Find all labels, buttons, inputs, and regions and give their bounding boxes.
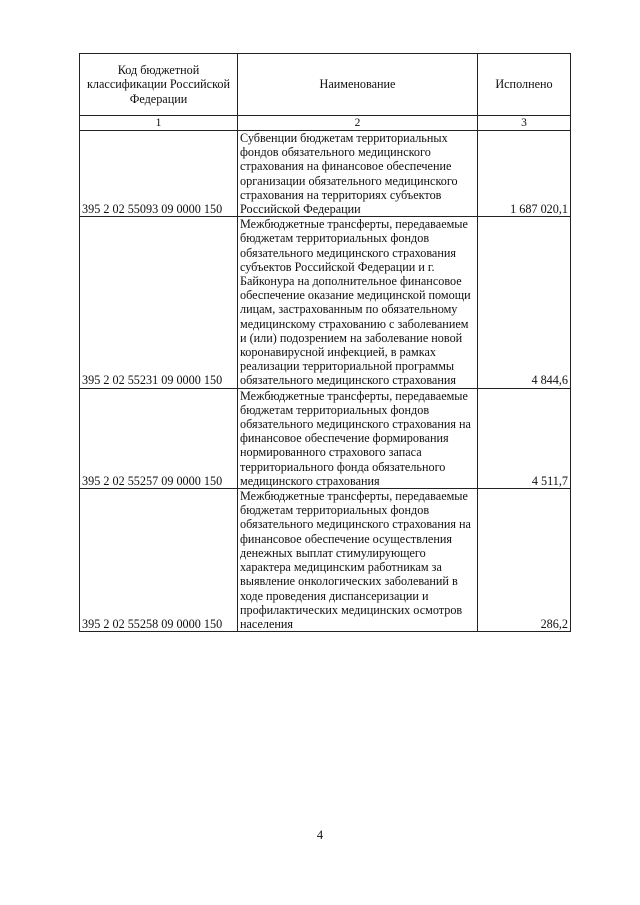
name-cell: Межбюджетные трансферты, передаваемые бюджетам территориальных фондов обязательного медицинского страхования субъектов Российской Федерации и г. Байконура на дополнительное финансовое обеспечение оказание медицинской помощи лицам, застрахованным по обязательному медицинскому страхованию с заболеванием и (или) подозрением на заболевание новой коронавирусной инфекцией, в рамках реализации территориальной программы обязательного медицинского страхования [238,217,478,388]
name-cell: Межбюджетные трансферты, передаваемые бюджетам территориальных фондов обязательного медицинского страхования на финансовое обеспечение формирования нормированного страхового запаса территориального фонда обязательного медицинского страхования [238,388,478,488]
column-number-1: 1 [80,116,238,131]
table-row [80,388,571,488]
amount-cell: 286,2 [478,489,571,632]
name-cell: Субвенции бюджетам территориальных фондов обязательного медицинского страхования на финансовое обеспечение организации обязательного медицинского страхования на территориях субъектов Российской Федерации [238,131,478,217]
header-name: Наименование [238,54,478,116]
column-number-3: 3 [478,116,571,131]
header-executed: Исполнено [478,54,571,116]
budget-code-cell: 395 2 02 55231 09 0000 150 [80,217,238,388]
budget-code-cell: 395 2 02 55258 09 0000 150 [80,489,238,632]
budget-code-cell: 395 2 02 55093 09 0000 150 [80,131,238,217]
amount-cell: 4 844,6 [478,217,571,388]
table-row [80,217,571,388]
budget-execution-table [79,53,571,632]
amount-cell: 4 511,7 [478,388,571,488]
amount-cell: 1 687 020,1 [478,131,571,217]
column-number-row [80,116,571,131]
header-budget-code: Код бюджетной классификации Российской Федерации [80,54,238,116]
column-number-2: 2 [238,116,478,131]
name-cell: Межбюджетные трансферты, передаваемые бюджетам территориальных фондов обязательного медицинского страхования на финансовое обеспечение осуществления денежных выплат стимулирующего характера медицинским работникам за выявление онкологических заболеваний в ходе проведения диспансеризации и профилактических медицинских осмотров населения [238,489,478,632]
budget-code-cell: 395 2 02 55257 09 0000 150 [80,388,238,488]
table-header-row [80,54,571,116]
page-number: 4 [316,828,324,842]
table-row [80,131,571,217]
table-row [80,489,571,632]
